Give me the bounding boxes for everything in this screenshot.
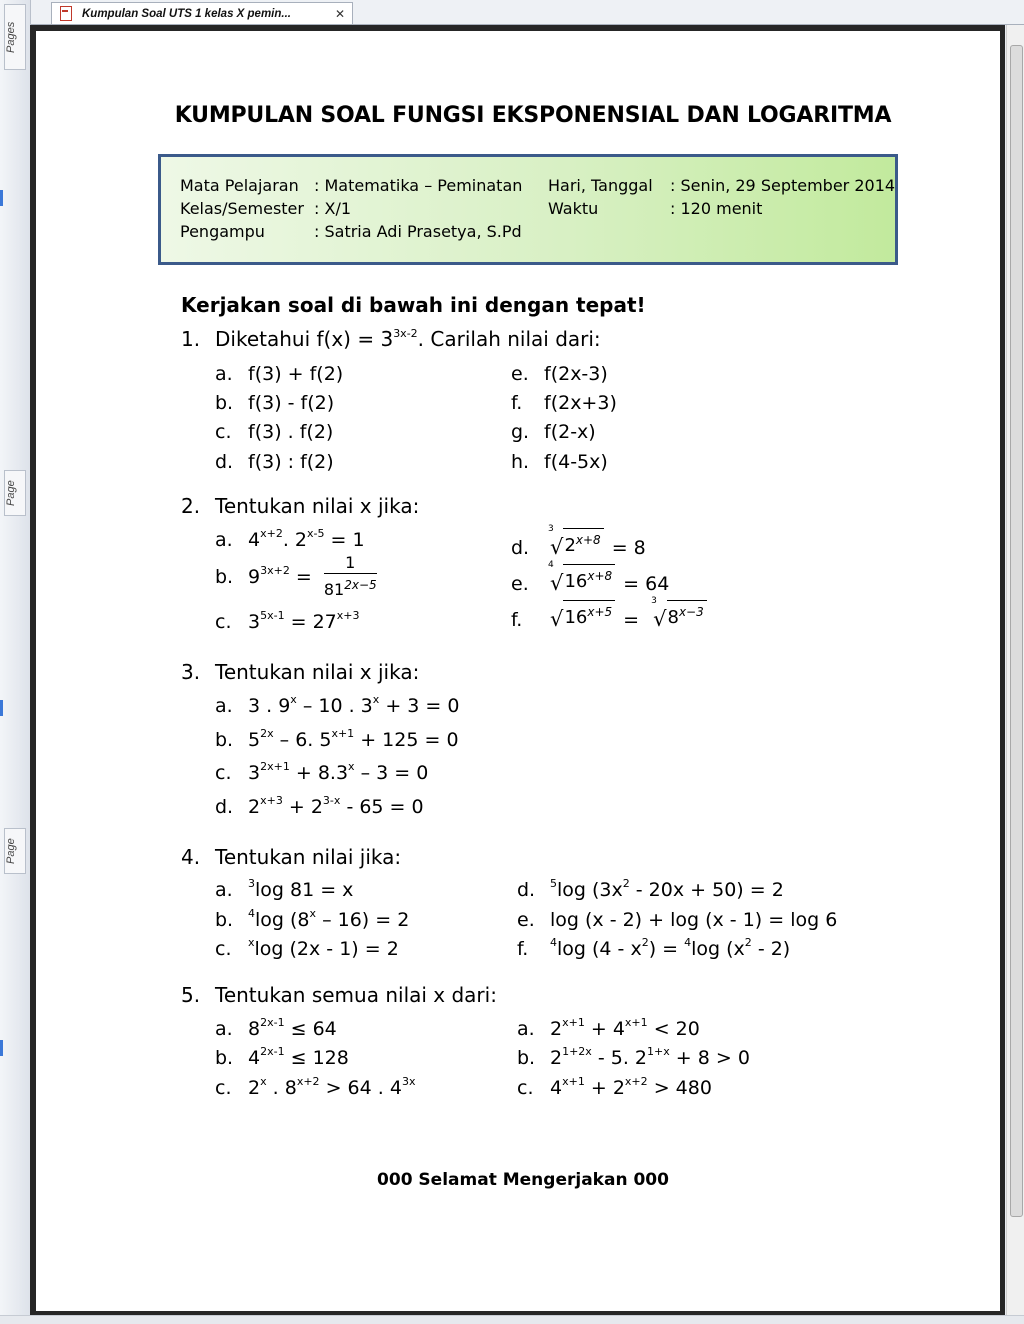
hari-label: Hari, Tanggal — [548, 176, 653, 195]
question-1 — [181, 327, 601, 351]
list-item — [511, 421, 596, 443]
radical — [548, 524, 604, 559]
root-index: 3 — [548, 524, 554, 534]
list-item — [517, 1018, 700, 1040]
item-text: – 6. 5 — [273, 729, 332, 751]
list-item — [215, 1047, 349, 1069]
item-text: = 8 — [611, 537, 646, 559]
item-text: log (4 - x — [557, 938, 642, 960]
question-text: . Carilah nilai dari: — [417, 327, 601, 351]
item-text: log (x - 2) + log (x - 1) = log 6 — [550, 909, 838, 931]
exponent: x — [260, 1075, 267, 1088]
item-text: . 2 — [282, 529, 307, 551]
exponent: x — [348, 760, 355, 773]
radical — [550, 600, 615, 629]
list-item — [215, 762, 428, 784]
exponent: 1+2x — [562, 1045, 592, 1058]
item-letter: c. — [215, 1077, 232, 1099]
item-text: + 8 > 0 — [669, 1047, 750, 1069]
list-item — [215, 451, 334, 473]
vertical-scrollbar[interactable] — [1006, 25, 1024, 1315]
list-item — [215, 796, 424, 818]
list-item — [215, 363, 343, 385]
item-text: - 20x + 50) = 2 — [629, 879, 784, 901]
item-letter: d. — [517, 879, 536, 901]
question-5 — [181, 983, 497, 1007]
question-number: 3. — [181, 660, 201, 684]
item-letter: c. — [215, 611, 232, 633]
log-base: 4 — [684, 936, 692, 949]
radicand — [563, 528, 603, 557]
item-text: 4 — [248, 1047, 261, 1069]
question-3 — [181, 660, 419, 684]
question-text: Tentukan semua nilai x dari: — [215, 983, 497, 1007]
radicand — [667, 600, 707, 629]
exponent: 2x+1 — [260, 760, 290, 773]
item-text: ) = — [648, 938, 685, 960]
item-text: 4 — [550, 1077, 563, 1099]
item-text: + 8.3 — [289, 762, 349, 784]
hari-value: : Senin, 29 September 2014 — [670, 176, 896, 195]
item-text: = 1 — [324, 529, 365, 551]
list-item — [511, 524, 646, 559]
scrollbar-thumb[interactable] — [1010, 45, 1023, 1217]
item-text: 2 — [248, 796, 261, 818]
item-text: f(2x+3) — [544, 392, 617, 414]
radicand — [563, 564, 615, 593]
item-letter: a. — [215, 879, 233, 901]
waktu-label: Waktu — [548, 199, 599, 218]
item-text: f(3) : f(2) — [248, 451, 334, 473]
log-base: 3 — [248, 877, 255, 890]
item-text: log (x — [691, 938, 745, 960]
item-letter: e. — [517, 909, 535, 931]
item-text: 5 — [248, 729, 261, 751]
exponent: 3x+2 — [260, 564, 290, 577]
item-text: – 10 . 3 — [296, 695, 373, 717]
item-text: f(2-x) — [544, 421, 596, 443]
page-side-tab[interactable]: Page — [4, 470, 26, 516]
log-base: 5 — [550, 877, 557, 890]
log-base: 4 — [550, 936, 557, 949]
question-text: Tentukan nilai jika: — [215, 845, 402, 869]
exponent: 2x — [260, 727, 274, 740]
list-item — [517, 1047, 750, 1069]
list-item — [215, 421, 333, 443]
question-text: Tentukan nilai x jika: — [215, 660, 420, 684]
item-text: f(3) + f(2) — [248, 363, 344, 385]
exponent: x−3 — [678, 605, 704, 619]
item-text: 3 — [248, 611, 261, 633]
base: 16 — [564, 607, 588, 628]
list-item — [215, 392, 334, 414]
numerator: 1 — [324, 553, 377, 574]
item-letter: b. — [215, 392, 234, 414]
question-number: 4. — [181, 845, 201, 869]
list-item — [215, 1077, 415, 1099]
item-letter: d. — [215, 451, 234, 473]
document-tab-label: Kumpulan Soal UTS 1 kelas X pemin... — [82, 7, 291, 20]
item-text: log (8 — [255, 909, 310, 931]
exponent: x+8 — [575, 533, 601, 547]
item-text: . 8 — [266, 1077, 297, 1099]
item-text: + 125 = 0 — [354, 729, 459, 751]
list-item — [517, 909, 837, 931]
item-text: 2 — [550, 1018, 563, 1040]
item-letter: c. — [517, 1077, 534, 1099]
list-item — [517, 938, 790, 960]
question-number: 2. — [181, 494, 201, 518]
item-text: + 2 — [282, 796, 323, 818]
list-item — [215, 1018, 337, 1040]
item-letter: c. — [215, 421, 232, 443]
item-text: = 27 — [284, 611, 337, 633]
item-text: < 20 — [647, 1018, 700, 1040]
item-letter: d. — [215, 796, 234, 818]
item-text: f(2x-3) — [544, 363, 608, 385]
item-letter: e. — [511, 363, 529, 385]
item-letter: a. — [215, 695, 233, 717]
list-item — [517, 879, 784, 901]
list-item — [511, 596, 707, 631]
item-text: 3 . 9 — [248, 695, 291, 717]
item-text: 2 — [248, 1077, 261, 1099]
item-letter: b. — [215, 909, 234, 931]
exponent: x — [290, 693, 297, 706]
item-text: f(3) - f(2) — [248, 392, 335, 414]
item-letter: c. — [215, 938, 232, 960]
item-letter: f. — [511, 609, 523, 631]
base: 81 — [323, 580, 345, 599]
item-text: log (3x — [557, 879, 623, 901]
panel-marker — [0, 1040, 3, 1056]
exponent: 2 — [641, 936, 649, 949]
item-text: ≤ 64 — [284, 1018, 337, 1040]
document-tab[interactable] — [51, 2, 353, 24]
item-text — [248, 566, 312, 588]
waktu-value: : 120 menit — [670, 199, 763, 218]
list-item — [517, 1077, 712, 1099]
item-letter: a. — [215, 363, 233, 385]
exponent: 3x-2 — [393, 327, 418, 340]
equals: = — [623, 609, 640, 631]
item-text: - 2) — [751, 938, 791, 960]
item-text: - 65 = 0 — [340, 796, 424, 818]
item-letter: a. — [215, 529, 233, 551]
exponent: x+2 — [624, 1075, 648, 1088]
denominator — [324, 574, 377, 601]
info-box — [158, 154, 898, 265]
item-text: 2 — [550, 1047, 563, 1069]
item-letter: b. — [215, 1047, 234, 1069]
instruction: Kerjakan soal di bawah ini dengan tepat! — [181, 293, 646, 317]
list-item — [215, 695, 459, 717]
item-text: – 3 = 0 — [354, 762, 429, 784]
item-text: f(4-5x) — [544, 451, 608, 473]
item-letter: e. — [511, 573, 529, 595]
exponent: 2 — [622, 877, 630, 890]
item-text: = 64 — [623, 573, 670, 595]
question-text: Tentukan nilai x jika: — [215, 494, 420, 518]
item-text: 3 — [248, 762, 261, 784]
base: 9 — [248, 566, 261, 588]
exponent: x+1 — [562, 1075, 585, 1088]
question-number: 1. — [181, 327, 201, 351]
base: 8 — [667, 607, 679, 628]
exponent: x+3 — [260, 794, 283, 807]
item-text: log (2x - 1) = 2 — [254, 938, 399, 960]
panel-marker — [0, 190, 3, 206]
exponent: 2x−5 — [344, 578, 377, 592]
tab-bar — [31, 0, 1024, 25]
exponent: x+1 — [562, 1016, 585, 1029]
item-text: f(3) . f(2) — [248, 421, 334, 443]
exponent: x+5 — [587, 605, 613, 619]
kelas-value: : X/1 — [314, 199, 352, 218]
item-text: - 5. 2 — [591, 1047, 648, 1069]
page-side-tab-2[interactable]: Page — [4, 828, 26, 874]
exponent: 3-x — [322, 794, 341, 807]
item-text: + 4 — [584, 1018, 625, 1040]
list-item — [511, 392, 617, 414]
mapel-value: : Matematika – Peminatan — [314, 176, 523, 195]
exponent: 3x — [401, 1075, 416, 1088]
closing-note: 000 Selamat Mengerjakan 000 — [377, 1170, 669, 1190]
exponent: 2 — [744, 936, 752, 949]
list-item — [215, 729, 459, 751]
mapel-label: Mata Pelajaran — [180, 176, 299, 195]
close-icon[interactable]: ✕ — [334, 6, 346, 21]
item-letter: c. — [215, 762, 232, 784]
item-text: 4 — [248, 529, 261, 551]
root-index: 4 — [548, 560, 554, 570]
question-text: Diketahui f(x) = 3 — [215, 327, 394, 351]
list-item — [511, 560, 670, 595]
exponent: x+1 — [331, 727, 355, 740]
exponent: x — [372, 693, 380, 706]
exponent: x-5 — [307, 527, 325, 540]
question-number: 5. — [181, 983, 201, 1007]
root-index: 3 — [651, 596, 657, 606]
item-text: 8 — [248, 1018, 261, 1040]
pengampu-value: : Satria Adi Prasetya, S.Pd — [314, 222, 522, 241]
radicand — [563, 600, 615, 629]
item-text: + 2 — [584, 1077, 625, 1099]
log-base: 4 — [248, 907, 255, 920]
exponent: x+2 — [296, 1075, 320, 1088]
list-item — [215, 553, 377, 601]
list-item — [215, 529, 365, 551]
question-4 — [181, 845, 401, 869]
item-text: – 16) = 2 — [316, 909, 410, 931]
exponent: 5x-1 — [260, 609, 285, 622]
question-2 — [181, 494, 419, 518]
root-symbol: √ — [653, 607, 667, 631]
equals: = — [289, 566, 312, 588]
exponent: 2x-1 — [260, 1016, 285, 1029]
item-text: ≤ 128 — [284, 1047, 349, 1069]
list-item — [511, 363, 608, 385]
item-letter: a. — [215, 1018, 233, 1040]
exponent: x — [309, 907, 317, 920]
pengampu-label: Pengampu — [180, 222, 265, 241]
exponent: x+8 — [587, 569, 613, 583]
item-text: log 81 = x — [255, 879, 354, 901]
root-symbol: √ — [550, 607, 564, 631]
radical — [548, 560, 615, 595]
item-letter: g. — [511, 421, 530, 443]
document-title: KUMPULAN SOAL FUNGSI EKSPONENSIAL DAN LOGARITMA — [174, 103, 892, 128]
log-base: x — [248, 936, 255, 949]
panel-marker — [0, 700, 3, 716]
item-letter: b. — [215, 729, 234, 751]
item-letter: b. — [215, 566, 234, 588]
list-item — [215, 938, 399, 960]
exponent: 1+x — [647, 1045, 670, 1058]
exponent: x+1 — [624, 1016, 648, 1029]
item-text: > 64 . 4 — [319, 1077, 402, 1099]
list-item — [215, 909, 409, 931]
base: 2 — [564, 535, 576, 556]
item-letter: h. — [511, 451, 530, 473]
item-letter: f. — [511, 392, 523, 414]
list-item — [215, 879, 353, 901]
list-item — [511, 451, 608, 473]
base: 16 — [564, 571, 588, 592]
kelas-label: Kelas/Semester — [180, 199, 304, 218]
radical — [651, 596, 707, 631]
item-text: + 3 = 0 — [379, 695, 460, 717]
pdf-file-icon — [60, 6, 72, 21]
exponent: x+2 — [260, 527, 283, 540]
item-text: > 480 — [647, 1077, 712, 1099]
item-letter: d. — [511, 537, 530, 559]
item-letter: a. — [517, 1018, 535, 1040]
item-letter: f. — [517, 938, 529, 960]
root-symbol: √ — [550, 535, 564, 559]
root-symbol: √ — [550, 571, 564, 595]
document-page — [36, 31, 1000, 1311]
exponent: x+3 — [336, 609, 360, 622]
exponent: 2x-1 — [260, 1045, 285, 1058]
item-letter: b. — [517, 1047, 536, 1069]
fraction — [324, 553, 377, 601]
side-panel — [0, 0, 31, 1323]
list-item — [215, 611, 360, 633]
pages-side-tab[interactable]: Pages — [4, 4, 26, 70]
